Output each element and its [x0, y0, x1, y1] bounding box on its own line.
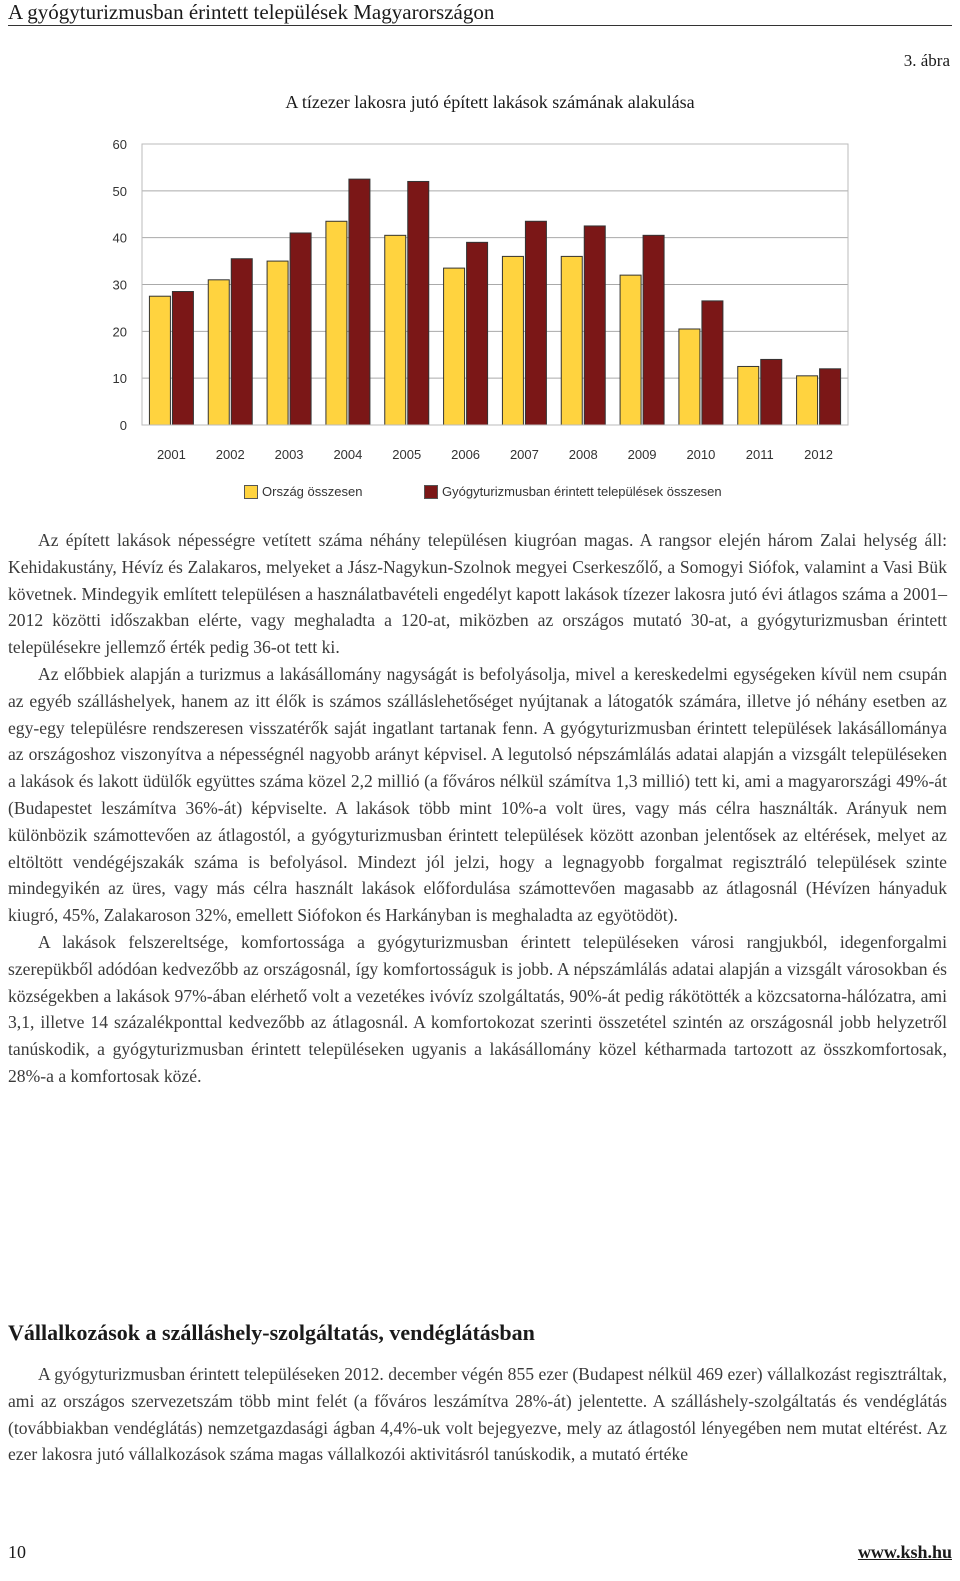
x-tick-label: 2008 — [568, 447, 598, 462]
legend-item-gyogyturizmus — [424, 484, 722, 499]
y-axis-ticks — [113, 137, 127, 433]
section-heading: Vállalkozások a szálláshely-szolgáltatás, vendéglátásban — [8, 1320, 535, 1345]
chart-bars — [149, 179, 840, 425]
chart-title: A tízezer lakosra jutó épített lakások számának alakulása — [285, 92, 695, 112]
x-tick-label: 2011 — [745, 447, 774, 462]
bar-gyogyturizmus — [525, 221, 546, 425]
bar-gyogyturizmus — [820, 369, 841, 425]
bar-chart — [0, 130, 960, 480]
bar-orszag — [738, 366, 759, 425]
bar-orszag — [208, 280, 229, 425]
legend-swatch-orszag — [244, 485, 258, 499]
section-paragraph: A gyógyturizmusban érintett településeken 2012. december végén 855 ezer (Budapest nélkül 469 ezer) vállalkozást regisztráltak, ami az országos szervezetszám több mint felét (a főváros leszámítva 28%-át) jelentette. A szálláshely-szolgáltatás és vendéglátás (továbbiakban vendéglátás) nemzetgazdasági ágban 4,4%-uk volt bejegyezve, mely az átlagostól lényegében nem mutat eltérést. Az ezer lakosra jutó vállalkozások száma magas vállalkozói aktivitásról tanúskodik, a mutató értéke — [8, 1364, 947, 1465]
x-tick-label: 2009 — [627, 447, 657, 462]
y-tick-label: 60 — [112, 137, 127, 152]
figure-number: 3. ábra — [903, 51, 950, 70]
paragraph-2: Az előbbiek alapján a turizmus a lakásállomány nagyságát is befolyásolja, mivel a kereskedelmi egységeken kívül nem csupán az egyéb szálláshelyek, hanem az itt élők is számos szálláslehetőséget nyújtanak a látogatók számára, illetve jó néhány esetben az egy-egy településre rendszeresen visszatérők saját ingatlant tartanak fenn. A gyógyturizmusban érintett települések lakásállománya az országoshoz viszonyítva a népességnél nagyobb arányt képvisel. A legutolsó népszámlálás adatai alapján a vizsgált településeken a lakások és lakott üdülők együttes száma közel 2,2 millió (a főváros nélkül számítva 1,3 millió) tett ki, ami a magyarországi 49%-át (Budapestet leszámítva 36%-át) képviselte. A lakások több mint 10%-a volt üres, vagy más célra használták. Arányuk nem különbözik számottevően az átlagostól, a gyógyturizmusban érintett települések között azonban jelentősek az eltérések, melyet az eltöltött vendégéjszakák száma is befolyásol. Mindezt jól jelzi, hogy a legnagyobb forgalmat regisztráló települések szinte mindegyikén az üres, vagy más célra használt lakások előfordulása számottevően magasabb az átlagosnál (Hévízen hányaduk kiugró, 45%, Zalakaroson 32%, emellett Siófokon és Harkányban is meghaladta az egyötödöt). — [8, 663, 947, 926]
bar-orszag — [679, 329, 700, 425]
legend-item-orszag — [244, 484, 362, 499]
x-tick-label: 2001 — [156, 447, 186, 462]
bar-gyogyturizmus — [702, 301, 723, 425]
page-header-title: A gyógyturizmusban érintett települések Magyarországon — [8, 0, 952, 26]
page-number: 10 — [8, 1542, 26, 1562]
y-tick-label: 40 — [112, 230, 127, 246]
legend-label-gyogyturizmus: Gyógyturizmusban érintett települések összesen — [442, 484, 722, 499]
section-body — [8, 1361, 947, 1468]
bar-gyogyturizmus — [290, 233, 311, 425]
x-tick-label: 2002 — [215, 447, 245, 462]
bar-gyogyturizmus — [349, 179, 370, 425]
bar-gyogyturizmus — [643, 235, 664, 425]
y-tick-label: 20 — [112, 324, 127, 340]
bar-orszag — [444, 268, 465, 425]
body-text — [8, 527, 947, 1090]
bar-orszag — [561, 256, 582, 425]
x-tick-label: 2007 — [509, 447, 539, 462]
x-tick-label: 2012 — [804, 447, 834, 462]
site-link[interactable]: www.ksh.hu — [857, 1542, 952, 1562]
bar-orszag — [385, 235, 406, 425]
x-tick-label: 2004 — [333, 447, 363, 462]
y-tick-label: 50 — [112, 183, 127, 199]
bar-orszag — [267, 261, 288, 425]
x-tick-label: 2006 — [451, 447, 481, 462]
x-tick-label: 2005 — [392, 447, 422, 462]
bar-orszag — [326, 221, 347, 425]
paragraph-1: Az épített lakások népességre vetített száma néhány településen kiugróan magas. A rangsor elején három Zalai helység áll: Kehidakustány, Hévíz és Zalakaros, melyeket a Jász-Nagykun-Szolnok megyei Cserkeszőlő, a Somogyi Siófok, valamint a Vasi Bük követnek. Mindegyik említett településen a használatbavételi engedélyt kapott lakások tízezer lakosra jutó évi átlagos száma a 2001–2012 közötti időszakban elérte, vagy meghaladta a 120-at, miközben az országos mutató 30-at, a gyógyturizmusban érintett településekre jellemző érték pedig 36-ot tett ki. — [8, 530, 947, 658]
y-tick-label: 10 — [112, 371, 127, 387]
bar-orszag — [149, 296, 170, 425]
bar-gyogyturizmus — [584, 226, 605, 425]
x-tick-label: 2010 — [686, 447, 716, 462]
paragraph-3: A lakások felszereltsége, komfortossága a gyógyturizmusban érintett településeken városi rangjukból, idegenforgalmi szerepükből adódóan kedvezőbb az országosnál, így komfortosságuk is jobb. A népszámlálás adatai alapján a vizsgált városokban és községekben a lakások 97%-ában elérhető volt a vezetékes ivóvíz szolgáltatás, 90%-át pedig rákötötték a közcsatorna-hálózatra, ami 3,1, illetve 14 százalékponttal kedvezőbb az átlagosnál. A komfortokozat szerinti összetétel szintén az országosnál jobb helyzetről tanúskodik, a gyógyturizmusban érintett településeken ugyanis a lakásállomány közel kétharmada tartozott az összkomfortosak, 28%-a a komfortosak közé. — [8, 931, 947, 1086]
y-tick-label: 30 — [112, 277, 127, 293]
legend-swatch-gyogyturizmus — [424, 485, 438, 499]
bar-orszag — [797, 376, 818, 425]
x-axis-ticks — [157, 447, 833, 462]
y-tick-label: 0 — [119, 418, 127, 433]
bar-gyogyturizmus — [761, 359, 782, 425]
bar-orszag — [620, 275, 641, 425]
bar-gyogyturizmus — [172, 292, 193, 425]
bar-gyogyturizmus — [408, 181, 429, 425]
bar-gyogyturizmus — [231, 259, 252, 425]
bar-orszag — [502, 256, 523, 425]
bar-gyogyturizmus — [467, 242, 488, 425]
x-tick-label: 2003 — [274, 447, 304, 462]
legend-label-orszag: Ország összesen — [262, 484, 363, 499]
